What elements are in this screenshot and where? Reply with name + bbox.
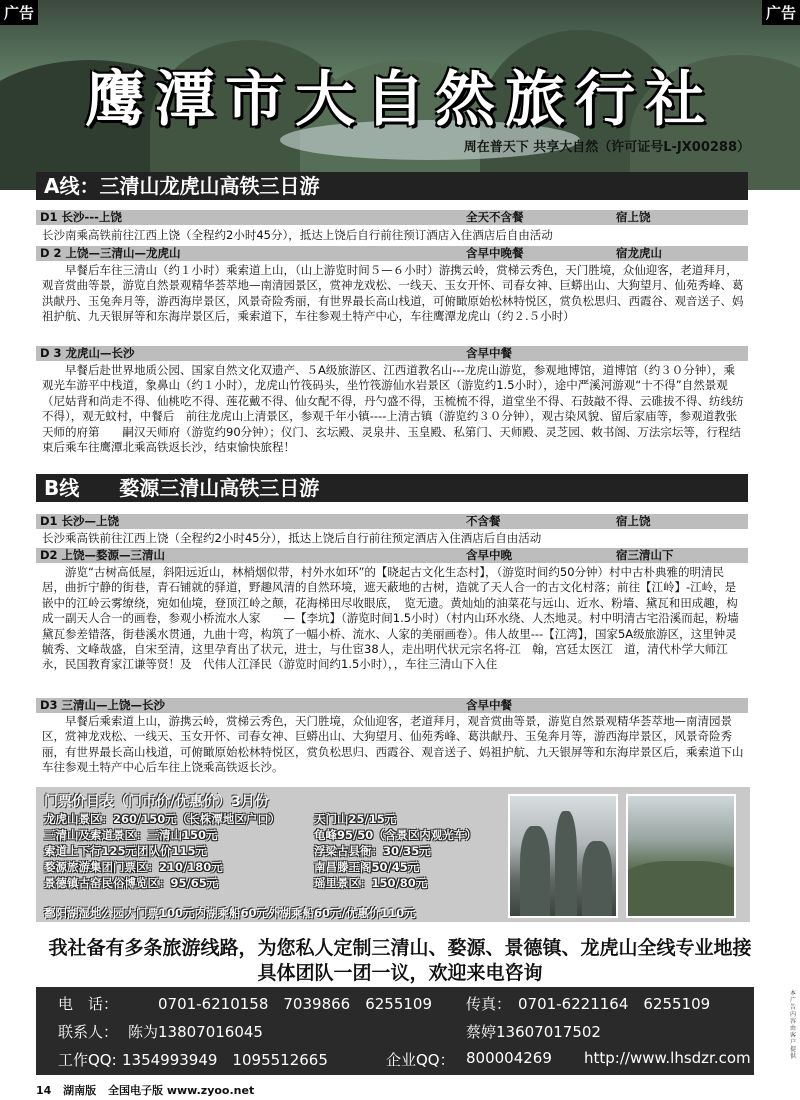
agency-title: 鹰潭市大自然旅行社 bbox=[85, 65, 715, 135]
meal-label: 含早中晚 bbox=[466, 548, 512, 562]
day-label: D3 三清山—上饶—长沙 bbox=[40, 698, 166, 712]
ticket-item: 索道上下行125元团队价115元 bbox=[44, 844, 208, 858]
line-a-day1-bar bbox=[36, 210, 748, 225]
meal-label: 含早中餐 bbox=[466, 698, 512, 712]
qq-label: 工作QQ: bbox=[58, 1051, 117, 1069]
ticket-item: 景德镇古窑民俗博览区：95/65元 bbox=[44, 876, 219, 890]
ticket-item: 龟峰95/50（含景区内观光车） bbox=[314, 828, 477, 842]
day-label: D1 长沙---上饶 bbox=[40, 210, 122, 224]
line-b-day1-bar bbox=[36, 514, 748, 529]
ticket-item-last: 鄱阳湖湿地公园大门票100元内湖乘船60元外湖乘船60元/优惠价110元 bbox=[44, 906, 416, 920]
site-label[interactable]: 全国电子版 www.zyoo.net bbox=[108, 1084, 255, 1097]
ticket-item: 婺源旅游集团门票区：210/180元 bbox=[44, 860, 223, 874]
line-a-day2-bar bbox=[36, 246, 748, 261]
contact-panel bbox=[36, 987, 754, 1075]
day-label: D 2 上饶—三清山—龙虎山 bbox=[40, 246, 181, 260]
promo-line-1: 我社备有多条旅游线路，为您私人定制三清山、婺源、景德镇、龙虎山全线专业地接 bbox=[48, 937, 752, 959]
day-label: D 3 龙虎山—长沙 bbox=[40, 346, 135, 360]
line-b-day1-text: 长沙乘高铁前往江西上饶（全程约2小时45分），抵达上饶后自行前往预定酒店入住酒店后自由活动 bbox=[42, 531, 542, 545]
contact-person2-value[interactable]: 蔡婷13607017502 bbox=[466, 1023, 601, 1041]
meal-label: 不含餐 bbox=[466, 514, 501, 528]
stay-label: 宿上饶 bbox=[616, 210, 651, 224]
promo-line-2: 具体团队一团一议，欢迎来电咨询 bbox=[257, 962, 543, 984]
line-b-day3-text: 早餐后乘索道上山，游携云岭，赏梯云秀色，天门胜境，众仙迎客，老道拜月，观音赏曲等景，游览自然景观精华荟萃地—南清园景区，赏神龙戏松、一线天、玉女开怀、司春女神、巨蟒出山、大狗望月、仙苑秀峰、葛洪献丹、玉兔奔月等，游西海岸景区，风景奇险秀丽，有世界最长高山栈道，可俯瞰原始松林特悦区，赏负松思归、西霞谷、观音送子、妈祖护航、九天银屏等和东海岸景区后，乘索道下山车往参观土特产中心后车往上饶乘高铁返长沙。 bbox=[42, 714, 744, 775]
contact-person-value[interactable]: 陈为13807016045 bbox=[128, 1023, 263, 1041]
line-a-day3-bar bbox=[36, 346, 748, 361]
line-a-title: A线：三清山龙虎山高铁三日游 bbox=[36, 172, 748, 200]
day-label: D1 长沙—上饶 bbox=[40, 514, 120, 528]
mountain-photo bbox=[508, 794, 618, 918]
line-b-day2-bar bbox=[36, 548, 748, 563]
meal-label: 全天不含餐 bbox=[466, 210, 524, 224]
hill-shape bbox=[626, 861, 736, 916]
line-b-title: B线 婺源三清山高铁三日游 bbox=[36, 474, 748, 502]
corp-qq-label: 企业QQ： bbox=[386, 1051, 455, 1069]
corp-qq-value[interactable]: 800004269 bbox=[466, 1049, 552, 1067]
ticket-item: 浮梁古县衙：30/35元 bbox=[314, 844, 431, 858]
ticket-item: 瑶里景区：150/80元 bbox=[314, 876, 428, 890]
village-photo bbox=[626, 794, 736, 918]
ticket-item: 天门山25/15元 bbox=[314, 812, 397, 826]
ticket-heading: 门票价目表（门市价/优惠价）3月份 bbox=[44, 794, 269, 810]
side-note: 本广告内容由客户提供 bbox=[790, 990, 797, 1060]
peak-shape bbox=[520, 826, 550, 916]
ticket-item: 龙虎山景区：260/150元（长株潭地区户口） bbox=[44, 812, 281, 826]
agency-slogan: 周在普天下 共享大自然（许可证号L-JX00288） bbox=[463, 140, 750, 155]
stay-label: 宿龙虎山 bbox=[616, 246, 662, 260]
website-link[interactable]: http://www.lhsdzr.com bbox=[584, 1049, 751, 1067]
qq-value[interactable]: 1354993949 1095512665 bbox=[122, 1051, 328, 1069]
ad-label-left: 广告 bbox=[0, 0, 38, 25]
fax-label: 传真： bbox=[466, 995, 512, 1013]
line-b-day3-bar bbox=[36, 698, 748, 713]
ticket-col-1 bbox=[44, 811, 280, 891]
ticket-item: 三清山及索道景区：三清山150元 bbox=[44, 828, 218, 842]
phone-label: 电 话： bbox=[58, 995, 119, 1013]
line-b-day2-text: 游览“古树高低屋，斜阳远近山，林梢烟似带，村外水如环”的【晓起古文化生态村】，（游览时间约50分钟）村中古朴典雅的明清民居，曲折宁静的街巷，青石铺就的驿道，野趣风清的自然环境，遮天蔽地的古树，造就了天人合一的古文化村落；前往【江岭】-江岭，是嵌中的江岭云雾缭绕，宛如仙境，登顶江岭之颠，花海梯田尽收眼底， 览无遗。黄灿灿的油菜花与远山、近水、粉墙、黛瓦和田成趣，构成一副天人合一的画卷，参观小桥流水人家 —【李坑】（游览时间1.5小时）（村内山环水绕、人杰地灵。村中明清古宅沿溪而起，粉墙黛瓦参差错落，街巷溪水贯通，九曲十弯，构筑了一幅小桥、流水、人家的美丽画卷）。伟人故里---【江湾】，国家5A级旅游区，这里钟灵毓秀、文峰哉盛，自宋至清，这里孕育出了状元，进士，与仕宦38人，走出明代状元宗名将-江 翰，宫廷太医江 道，清代朴学大师江永，民国教育家江谦等贤！及 代伟人江泽民（游览时间约1.5小时），，车往三清山下入住 bbox=[42, 565, 739, 672]
fax-value: 0701-6221164 6255109 bbox=[518, 995, 711, 1013]
stay-label: 宿上饶 bbox=[616, 514, 651, 528]
peak-shape bbox=[582, 841, 612, 916]
line-a-day2-text: 早餐后车往三清山（约１小时）乘索道上山，（山上游览时间５—６小时）游携云岭，赏梯云秀色，天门胜境，众仙迎客，老道拜月，观音赏曲等景，游览自然景观精华荟萃地—南清园景区，赏神龙戏松、一线天、玉女开怀、司春女神、巨蟒出山、大狗望月、仙苑秀峰、葛洪献丹、玉兔奔月等，游西海岸景区，风景奇险秀丽，有世界最长高山栈道，可俯瞰原始松林特悦区，赏负松思归、西霞谷、观音送子、妈祖护航、九天银屏等和东海岸景区后，乘索道下，车往参观土特产中心，车往鹰潭龙虎山（约２.５小时） bbox=[42, 263, 744, 324]
edition-label: 湖南版 bbox=[63, 1084, 97, 1097]
page-footer bbox=[36, 1082, 262, 1098]
meal-label: 含早中晚餐 bbox=[466, 246, 524, 260]
day-label: D2 上饶—婺源—三清山 bbox=[40, 548, 166, 562]
page-number: 14 bbox=[36, 1084, 52, 1097]
phone-value[interactable]: 0701-6210158 7039866 6255109 bbox=[158, 995, 432, 1013]
header-banner bbox=[0, 0, 800, 190]
ticket-item: 南昌滕王阁50/45元 bbox=[314, 860, 420, 874]
meal-label: 含早中餐 bbox=[466, 346, 512, 360]
contact-person-label: 联系人： bbox=[58, 1023, 119, 1041]
stay-label: 宿三清山下 bbox=[616, 548, 674, 562]
line-a-day3-text: 早餐后赴世界地质公园、国家自然文化双遗产、５A级旅游区、江西道教名山---龙虎山游览，参观地博馆，道博馆（约３０分钟），乘观光车游平中栈道，象鼻山（约１小时），龙虎山竹筏码头，坐竹筏游仙水岩景区（游览约1.5小时），途中严溪河游观“十不得”自然景观（尼姑背和尚走不得、仙桃吃不得、莲花戴不得、仙女配不得，丹勺盛不得，玉梳梳不得，道堂坐不得、石鼓敲不得、云碓拔不得、纺线纺不得），观无蚊村，中餐后 前往龙虎山上清景区，参观千年小镇----上清古镇（游览约３０分钟），观古染风貌、留后家庙等，参观道教张天师的府第 嗣汉天师府（游览约90分钟）；仪门、玄坛殿、灵泉井、玉皇殿、私第门、天师殿、灵芝园、敕书阁、万法宗坛等，行程结束后乘车往鹰潭北乘高铁返长沙，结束愉快旅程！ bbox=[42, 363, 744, 455]
line-a-day1-text: 长沙南乘高铁前往江西上饶（全程约2小时45分），抵达上饶后自行前往预订酒店入住酒店后自由活动 bbox=[42, 228, 553, 242]
peak-shape bbox=[555, 811, 577, 916]
ticket-col-2 bbox=[314, 811, 477, 891]
ad-label-right: 广告 bbox=[762, 0, 800, 25]
